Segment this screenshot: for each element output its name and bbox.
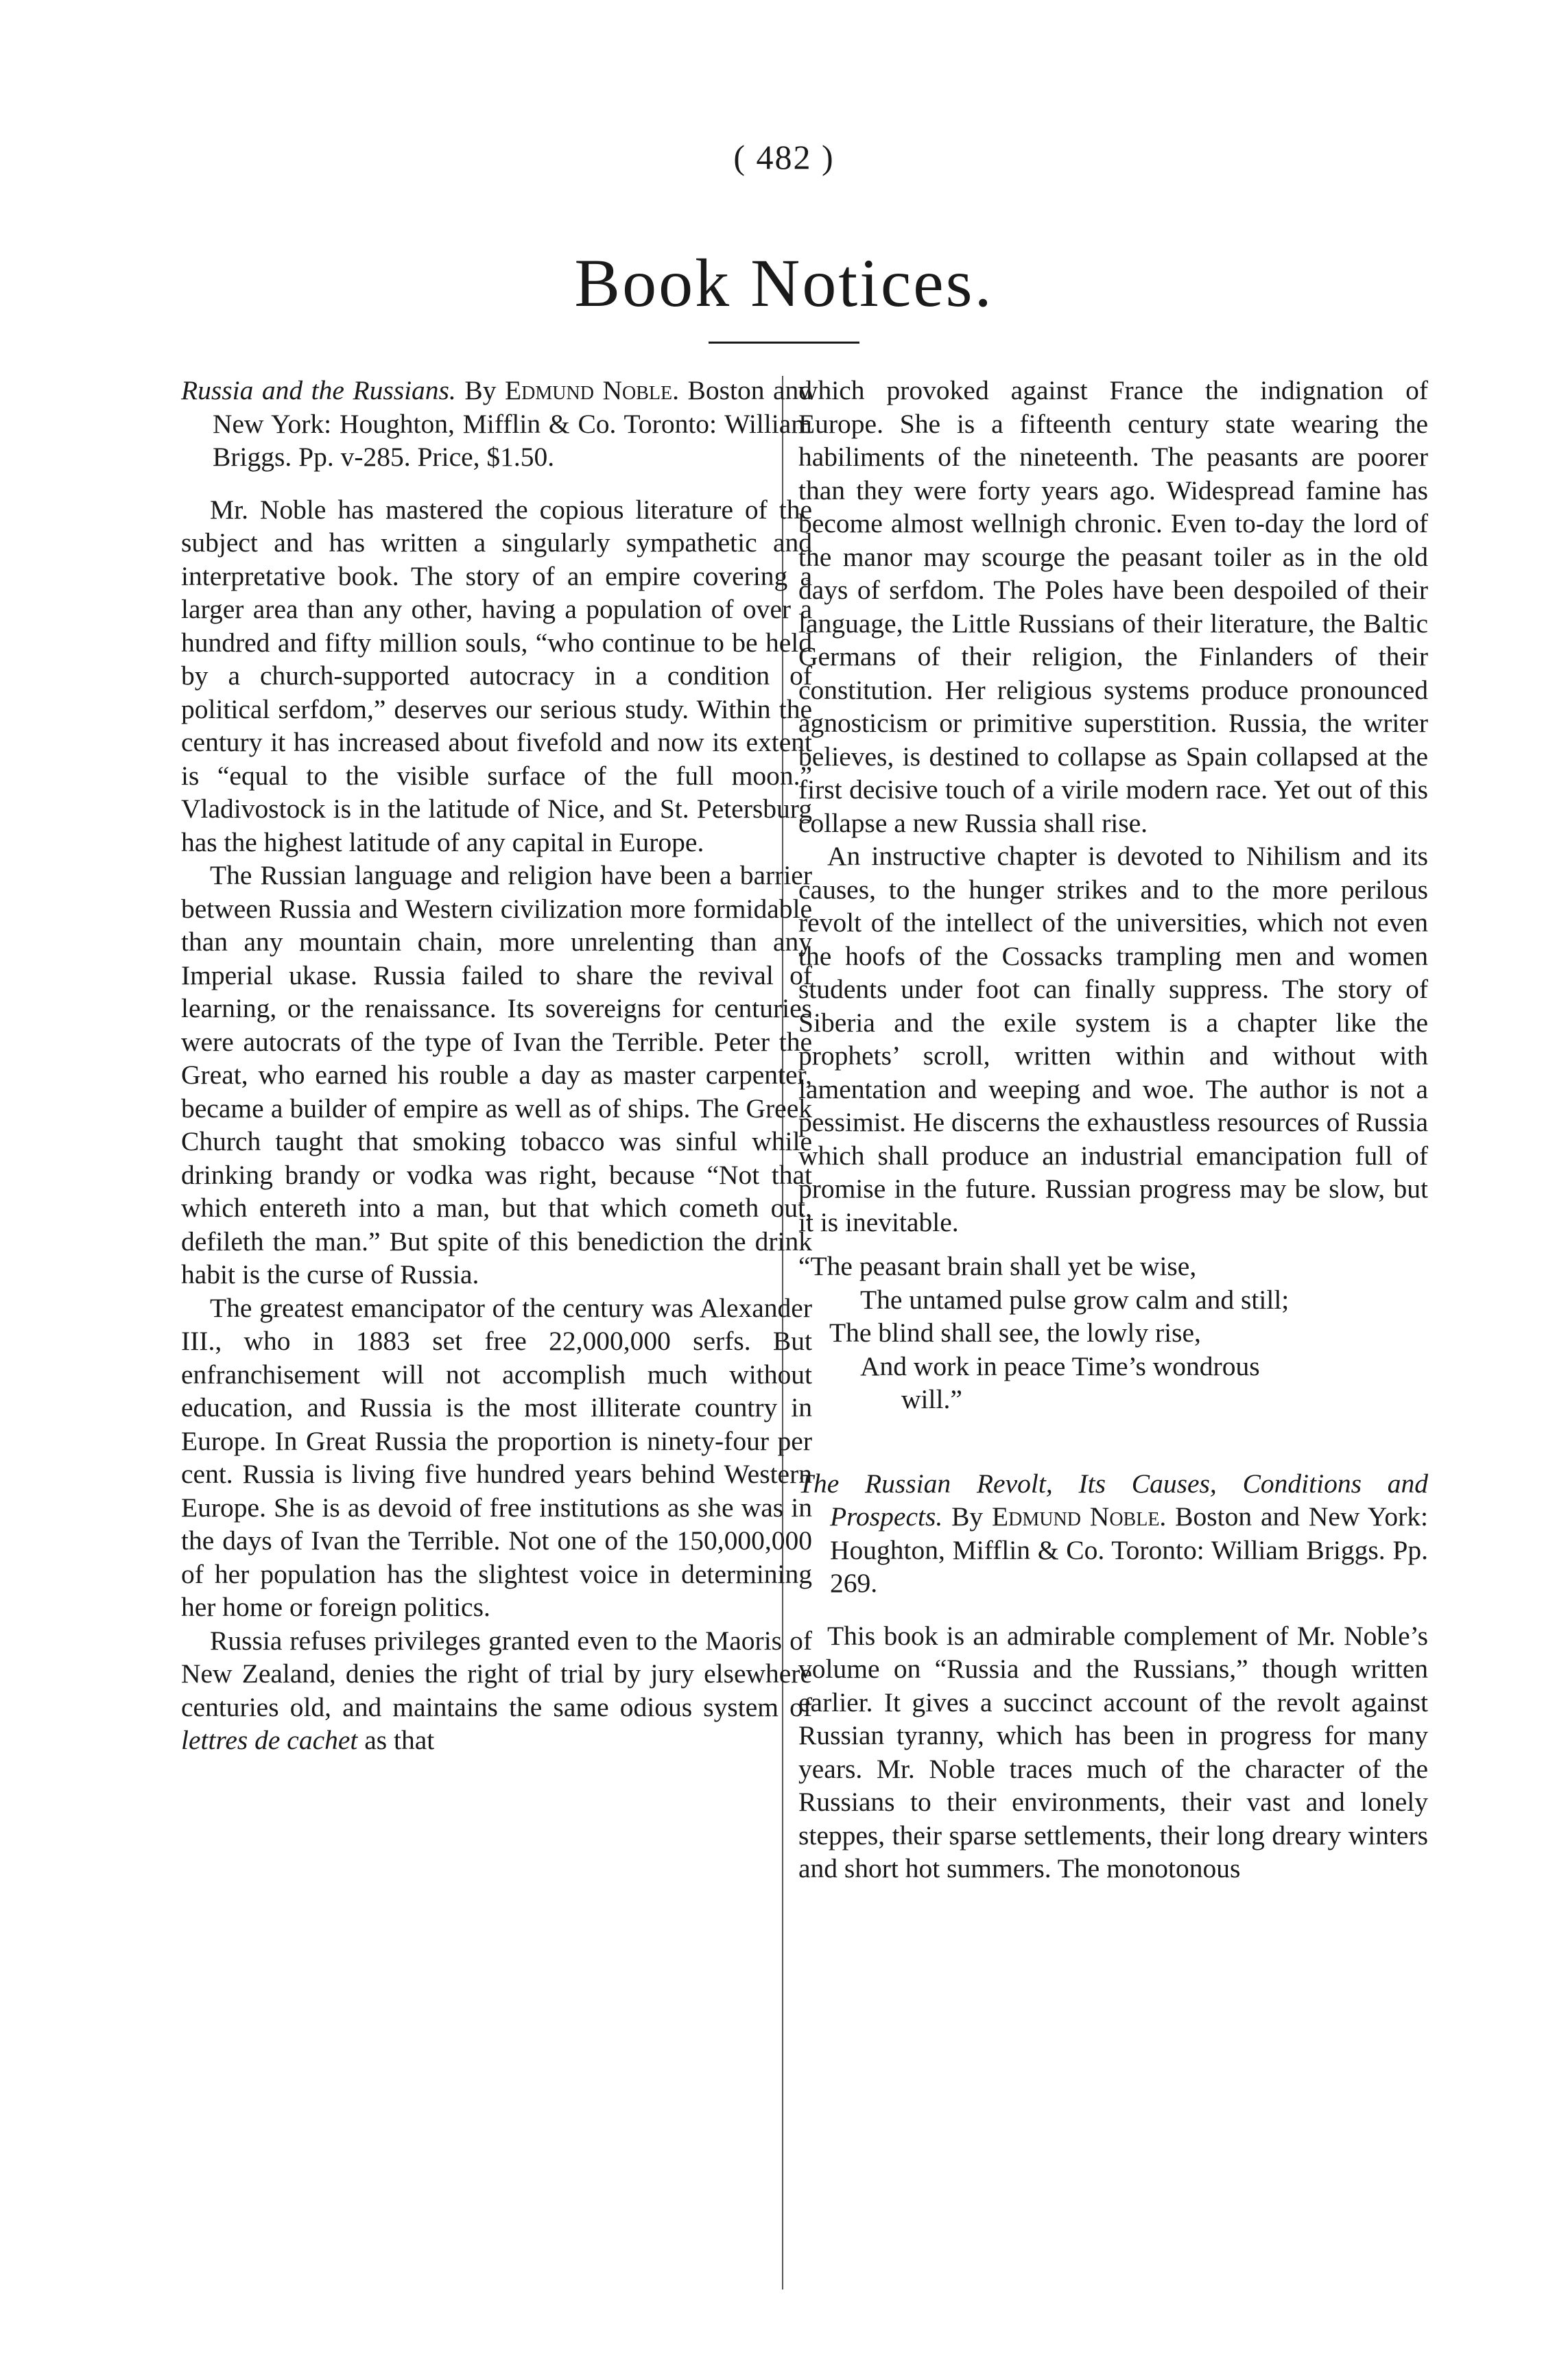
review2-author: Edmund Noble. [992,1501,1167,1532]
review1-paragraph-5: An instructive chapter is devoted to Nihilism and its causes, to the hunger strikes and to the more perilous revolt of the intellect of the universities, which not even the hoofs of the Cossacks trampling men and women students under foot can finally suppress. The story of Siberia and the exile system is a chapter like the prophets’ scroll, written within and without with lamentation and weeping and woe. The author is not a pessimist. He discerns the exhaustless resources of Russia which shall produce an industrial emancipation full of promise in the future. Russian progress may be slow, but it is inevitable. [798,841,1428,1237]
review2-publisher: Boston and New York: Houghton, Mifflin & Co. Toronto: William Briggs. Pp. 269. [830,1501,1429,1598]
poem-line: “The peasant brain shall yet be wise, [798,1251,1197,1281]
right-column [798,374,1428,1885]
review1-paragraph-4-italic: lettres de cachet [181,1725,358,1755]
review2-paragraph-1: This book is an admirable complement of Mr. Noble’s volume on “Russia and the Russians,” though written earlier. It gives a succinct account of the revolt against Russian tyranny, which has been in progress for many years. Mr. Noble traces much of the character of the Russians to their environments, their vast and lonely steppes, their sparse settlements, their long dreary winters and short hot summers. The monotonous [798,1620,1428,1883]
poem-line: The blind shall see, the lowly rise, [829,1318,1201,1348]
review1-publisher: Boston and New York: Houghton, Mifflin & Co. Toronto: William Briggs. Pp. v-285. Price, $1.50. [213,375,813,472]
review2-author-prefix: By [951,1501,984,1532]
poem-line: will.” [901,1384,962,1414]
review1-paragraph-4-end: as that [364,1725,435,1755]
left-column [181,374,812,1757]
review1-heading [181,374,812,474]
section-gap [798,1431,1428,1467]
section-title: Book Notices. [574,245,994,321]
poem-line: The untamed pulse grow calm and still; [860,1284,1290,1315]
review2-heading [798,1467,1428,1600]
poem-line: And work in peace Time’s wondrous [860,1350,1260,1381]
review1-paragraph-4-start: Russia refuses privileges granted even to the Maoris of New Zealand, denies the right of trial by jury elsewhere centuries old, and maintains the same odious system of [181,1625,812,1722]
title-rule [709,342,859,344]
review1-title: Russia and the Russians. [181,375,456,405]
review1-paragraph-4-continued: which provoked against France the indignation of Europe. She is a fifteenth century state wearing the habiliments of the nineteenth. The peasants are poorer than they were forty years ago. Widespread famine has become almost wellnigh chronic. Even to-day the lord of the manor may scourge the peasant toiler as in the old days of serfdom. The Poles have been despoiled of their language, the Little Russians of their literature, the Baltic Germans of their religion, the Finlanders of their constitution. Her religious systems produce pronounced agnosticism or primitive superstition. Russia, the writer believes, is destined to collapse as Spain collapsed at the first decisive touch of a virile modern race. Yet out of this collapse a new Russia shall rise. [798,375,1428,838]
review1-paragraph-3: The greatest emancipator of the century was Alexander III., who in 1883 set free 22,000,000 serfs. But enfranchisement will not accomplish much without education, and Russia is the most illiterate country in Europe. In Great Russia the proportion is ninety-four per cent. Russia is living five hundred years behind Western Europe. She is as devoid of free institutions as she was in the days of Ivan the Terrible. Not one of the 150,000,000 of her population has the slightest voice in determining her home or foreign politics. [181,1292,812,1622]
page-number: ( 482 ) [733,138,835,176]
review1-paragraph-2: The Russian language and religion have been a barrier between Russia and Western civilization more formidable than any mountain chain, more unrelenting than any Imperial ukase. Russia failed to share the revival of learning, or the renaissance. Its sovereigns for centuries were autocrats of the type of Ivan the Terrible. Peter the Great, who earned his rouble a day as master carpenter, became a builder of empire as well as of ships. The Greek Church taught that smoking tobacco was sinful while drinking brandy or vodka was right, because “Not that which entereth into a man, but that which cometh out, defileth the man.” But spite of this benediction the drink habit is the curse of Russia. [181,860,812,1289]
review1-author-prefix: By [464,375,497,405]
poem-quote [798,1250,1428,1416]
review1-author: Edmund Noble. [505,375,679,405]
review1-paragraph-1: Mr. Noble has mastered the copious literature of the subject and has written a singularly sympathetic and interpretative book. The story of an empire covering a larger area than any other, having a population of over a hundred and fifty million souls, “who continue to be held by a church-supported autocracy in a condition of political serfdom,” deserves our serious study. Within the century it has increased about fivefold and now its extent is “equal to the visible surface of the full moon.” Vladivostock is in the latitude of Nice, and St. Petersburg has the highest latitude of any capital in Europe. [181,494,812,857]
review1-paragraph-4 [181,1624,812,1757]
review2-title: The Russian Revolt, Its Causes, Conditions and Prospects. [798,1468,1428,1532]
